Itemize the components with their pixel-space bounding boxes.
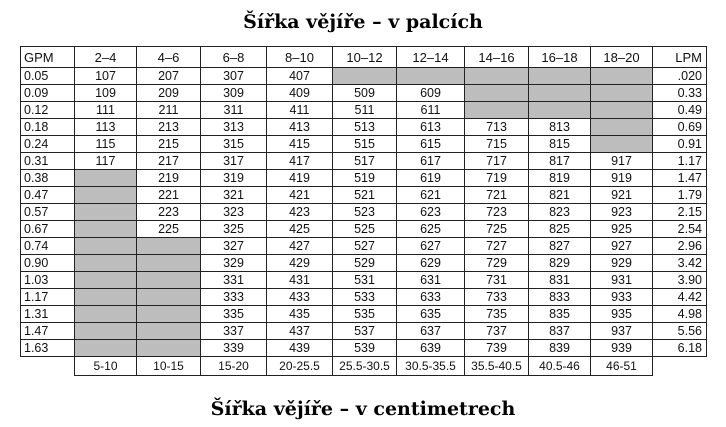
nozzle-code-cell: 735: [465, 306, 529, 323]
gpm-value: 0.57: [21, 204, 75, 221]
header-inch-range: 6–8: [201, 47, 267, 68]
unavailable-cell: [75, 289, 137, 306]
nozzle-code-cell: 411: [267, 102, 333, 119]
gpm-value: 1.03: [21, 272, 75, 289]
table-row: [21, 306, 707, 323]
nozzle-code-cell: 827: [529, 238, 591, 255]
nozzle-code-cell: 629: [397, 255, 465, 272]
nozzle-code-cell: 923: [591, 204, 653, 221]
nozzle-code-cell: 731: [465, 272, 529, 289]
nozzle-code-cell: 313: [201, 119, 267, 136]
title-centimeters: Šířka vějíře – v centimetrech: [210, 398, 516, 420]
footer-cm-range: 20-25.5: [267, 357, 333, 376]
table-row: [21, 85, 707, 102]
unavailable-cell: [529, 102, 591, 119]
nozzle-code-cell: 725: [465, 221, 529, 238]
nozzle-code-cell: 523: [333, 204, 397, 221]
unavailable-cell: [465, 85, 529, 102]
unavailable-cell: [75, 340, 137, 357]
nozzle-code-cell: 833: [529, 289, 591, 306]
nozzle-code-cell: 613: [397, 119, 465, 136]
nozzle-code-cell: 611: [397, 102, 465, 119]
nozzle-code-cell: 925: [591, 221, 653, 238]
nozzle-code-cell: 407: [267, 68, 333, 85]
nozzle-code-cell: 927: [591, 238, 653, 255]
nozzle-code-cell: 627: [397, 238, 465, 255]
nozzle-code-cell: 719: [465, 170, 529, 187]
nozzle-code-cell: 821: [529, 187, 591, 204]
unavailable-cell: [465, 68, 529, 85]
lpm-value: 3.90: [653, 272, 707, 289]
table-row: [21, 170, 707, 187]
gpm-value: 0.38: [21, 170, 75, 187]
lpm-value: 0.69: [653, 119, 707, 136]
header-inch-range: 18–20: [591, 47, 653, 68]
header-inch-range: 14–16: [465, 47, 529, 68]
nozzle-code-cell: 515: [333, 136, 397, 153]
nozzle-code-cell: 107: [75, 68, 137, 85]
nozzle-code-cell: 837: [529, 323, 591, 340]
gpm-value: 0.12: [21, 102, 75, 119]
unavailable-cell: [75, 272, 137, 289]
nozzle-code-cell: 437: [267, 323, 333, 340]
lpm-value: 0.33: [653, 85, 707, 102]
nozzle-code-cell: 729: [465, 255, 529, 272]
footer-cm-range: 15-20: [201, 357, 267, 376]
unavailable-cell: [591, 85, 653, 102]
nozzle-code-cell: 933: [591, 289, 653, 306]
lpm-value: 4.42: [653, 289, 707, 306]
footer-cm-range: 5-10: [75, 357, 137, 376]
gpm-value: 0.18: [21, 119, 75, 136]
footer-spacer: [653, 357, 707, 376]
nozzle-code-cell: 635: [397, 306, 465, 323]
unavailable-cell: [465, 102, 529, 119]
nozzle-code-cell: 721: [465, 187, 529, 204]
nozzle-code-cell: 823: [529, 204, 591, 221]
table-row: [21, 323, 707, 340]
nozzle-code-cell: 625: [397, 221, 465, 238]
nozzle-code-cell: 431: [267, 272, 333, 289]
unavailable-cell: [75, 204, 137, 221]
nozzle-code-cell: 815: [529, 136, 591, 153]
unavailable-cell: [591, 136, 653, 153]
nozzle-code-cell: 307: [201, 68, 267, 85]
nozzle-code-cell: 527: [333, 238, 397, 255]
nozzle-code-cell: 331: [201, 272, 267, 289]
table-row: [21, 272, 707, 289]
unavailable-cell: [75, 221, 137, 238]
lpm-value: 2.54: [653, 221, 707, 238]
nozzle-code-cell: 439: [267, 340, 333, 357]
nozzle-code-cell: 631: [397, 272, 465, 289]
nozzle-code-cell: 323: [201, 204, 267, 221]
nozzle-code-cell: 831: [529, 272, 591, 289]
unavailable-cell: [137, 306, 201, 323]
nozzle-code-cell: 531: [333, 272, 397, 289]
footer-cm-range: 46-51: [591, 357, 653, 376]
lpm-value: 2.96: [653, 238, 707, 255]
unavailable-cell: [137, 340, 201, 357]
nozzle-code-cell: 111: [75, 102, 137, 119]
footer-row: [21, 357, 707, 376]
header-gpm: GPM: [21, 47, 75, 68]
table-row: [21, 102, 707, 119]
nozzle-code-cell: 519: [333, 170, 397, 187]
table-row: [21, 136, 707, 153]
nozzle-code-cell: 109: [75, 85, 137, 102]
nozzle-code-cell: 511: [333, 102, 397, 119]
nozzle-code-cell: 417: [267, 153, 333, 170]
unavailable-cell: [591, 102, 653, 119]
nozzle-code-cell: 919: [591, 170, 653, 187]
nozzle-code-cell: 209: [137, 85, 201, 102]
nozzle-code-cell: 325: [201, 221, 267, 238]
lpm-value: 2.15: [653, 204, 707, 221]
lpm-value: 4.98: [653, 306, 707, 323]
nozzle-code-cell: 317: [201, 153, 267, 170]
nozzle-code-cell: 315: [201, 136, 267, 153]
footer-cm-range: 35.5-40.5: [465, 357, 529, 376]
nozzle-code-cell: 419: [267, 170, 333, 187]
lpm-value: 1.17: [653, 153, 707, 170]
nozzle-code-cell: 929: [591, 255, 653, 272]
header-inch-range: 12–14: [397, 47, 465, 68]
footer-spacer: [21, 357, 75, 376]
nozzle-code-cell: 829: [529, 255, 591, 272]
gpm-value: 1.31: [21, 306, 75, 323]
nozzle-code-cell: 339: [201, 340, 267, 357]
unavailable-cell: [75, 238, 137, 255]
nozzle-code-cell: 321: [201, 187, 267, 204]
nozzle-code-cell: 423: [267, 204, 333, 221]
nozzle-code-cell: 219: [137, 170, 201, 187]
table-row: [21, 221, 707, 238]
nozzle-code-cell: 615: [397, 136, 465, 153]
table-row: [21, 68, 707, 85]
nozzle-code-cell: 633: [397, 289, 465, 306]
nozzle-code-cell: 223: [137, 204, 201, 221]
header-inch-range: 4–6: [137, 47, 201, 68]
nozzle-code-cell: 617: [397, 153, 465, 170]
nozzle-code-cell: 537: [333, 323, 397, 340]
lpm-value: 3.42: [653, 255, 707, 272]
unavailable-cell: [529, 68, 591, 85]
nozzle-code-cell: 529: [333, 255, 397, 272]
nozzle-code-cell: 225: [137, 221, 201, 238]
unavailable-cell: [397, 68, 465, 85]
nozzle-code-cell: 813: [529, 119, 591, 136]
unavailable-cell: [75, 255, 137, 272]
nozzle-code-cell: 715: [465, 136, 529, 153]
gpm-value: 0.67: [21, 221, 75, 238]
nozzle-code-cell: 839: [529, 340, 591, 357]
table-row: [21, 204, 707, 221]
nozzle-table: [20, 46, 707, 376]
nozzle-code-cell: 309: [201, 85, 267, 102]
nozzle-code-cell: 113: [75, 119, 137, 136]
nozzle-code-cell: 327: [201, 238, 267, 255]
nozzle-code-cell: 937: [591, 323, 653, 340]
nozzle-code-cell: 333: [201, 289, 267, 306]
nozzle-code-cell: 319: [201, 170, 267, 187]
gpm-value: 0.47: [21, 187, 75, 204]
gpm-value: 0.90: [21, 255, 75, 272]
nozzle-code-cell: 311: [201, 102, 267, 119]
nozzle-code-cell: 211: [137, 102, 201, 119]
nozzle-code-cell: 525: [333, 221, 397, 238]
nozzle-code-cell: 413: [267, 119, 333, 136]
unavailable-cell: [75, 323, 137, 340]
nozzle-code-cell: 521: [333, 187, 397, 204]
nozzle-code-cell: 513: [333, 119, 397, 136]
table-row: [21, 289, 707, 306]
nozzle-code-cell: 539: [333, 340, 397, 357]
gpm-value: 1.17: [21, 289, 75, 306]
nozzle-code-cell: 213: [137, 119, 201, 136]
nozzle-code-cell: 509: [333, 85, 397, 102]
table-row: [21, 238, 707, 255]
nozzle-code-cell: 415: [267, 136, 333, 153]
nozzle-code-cell: 621: [397, 187, 465, 204]
unavailable-cell: [75, 170, 137, 187]
lpm-value: .020: [653, 68, 707, 85]
unavailable-cell: [137, 289, 201, 306]
nozzle-code-cell: 835: [529, 306, 591, 323]
title-inches: Šířka vějíře – v palcích: [243, 11, 483, 33]
header-inch-range: 10–12: [333, 47, 397, 68]
header-inch-range: 16–18: [529, 47, 591, 68]
nozzle-code-cell: 221: [137, 187, 201, 204]
nozzle-code-cell: 337: [201, 323, 267, 340]
header-inch-range: 2–4: [75, 47, 137, 68]
table-row: [21, 119, 707, 136]
unavailable-cell: [75, 306, 137, 323]
lpm-value: 0.91: [653, 136, 707, 153]
unavailable-cell: [333, 68, 397, 85]
unavailable-cell: [137, 323, 201, 340]
nozzle-code-cell: 939: [591, 340, 653, 357]
lpm-value: 6.18: [653, 340, 707, 357]
nozzle-code-cell: 619: [397, 170, 465, 187]
unavailable-cell: [137, 272, 201, 289]
nozzle-code-cell: 217: [137, 153, 201, 170]
footer-cm-range: 10-15: [137, 357, 201, 376]
nozzle-code-cell: 737: [465, 323, 529, 340]
nozzle-code-cell: 435: [267, 306, 333, 323]
nozzle-code-cell: 115: [75, 136, 137, 153]
nozzle-code-cell: 517: [333, 153, 397, 170]
nozzle-code-cell: 817: [529, 153, 591, 170]
unavailable-cell: [137, 238, 201, 255]
gpm-value: 0.24: [21, 136, 75, 153]
unavailable-cell: [137, 255, 201, 272]
nozzle-code-cell: 215: [137, 136, 201, 153]
nozzle-code-cell: 533: [333, 289, 397, 306]
unavailable-cell: [529, 85, 591, 102]
unavailable-cell: [591, 68, 653, 85]
footer-cm-range: 40.5-46: [529, 357, 591, 376]
lpm-value: 1.47: [653, 170, 707, 187]
nozzle-code-cell: 931: [591, 272, 653, 289]
nozzle-code-cell: 207: [137, 68, 201, 85]
nozzle-code-cell: 917: [591, 153, 653, 170]
nozzle-code-cell: 723: [465, 204, 529, 221]
nozzle-code-cell: 637: [397, 323, 465, 340]
nozzle-code-cell: 335: [201, 306, 267, 323]
nozzle-code-cell: 609: [397, 85, 465, 102]
gpm-value: 0.31: [21, 153, 75, 170]
unavailable-cell: [75, 187, 137, 204]
gpm-value: 0.05: [21, 68, 75, 85]
table-row: [21, 187, 707, 204]
gpm-value: 0.09: [21, 85, 75, 102]
gpm-value: 0.74: [21, 238, 75, 255]
header-inch-range: 8–10: [267, 47, 333, 68]
table-row: [21, 340, 707, 357]
nozzle-code-cell: 825: [529, 221, 591, 238]
nozzle-code-cell: 935: [591, 306, 653, 323]
unavailable-cell: [591, 119, 653, 136]
nozzle-code-cell: 535: [333, 306, 397, 323]
footer-cm-range: 25.5-30.5: [333, 357, 397, 376]
nozzle-code-cell: 819: [529, 170, 591, 187]
nozzle-code-cell: 409: [267, 85, 333, 102]
gpm-value: 1.63: [21, 340, 75, 357]
table-row: [21, 255, 707, 272]
nozzle-code-cell: 717: [465, 153, 529, 170]
nozzle-code-cell: 425: [267, 221, 333, 238]
nozzle-code-cell: 921: [591, 187, 653, 204]
table-row: [21, 153, 707, 170]
nozzle-code-cell: 733: [465, 289, 529, 306]
nozzle-code-cell: 713: [465, 119, 529, 136]
nozzle-code-cell: 117: [75, 153, 137, 170]
nozzle-code-cell: 433: [267, 289, 333, 306]
gpm-value: 1.47: [21, 323, 75, 340]
nozzle-code-cell: 739: [465, 340, 529, 357]
nozzle-code-cell: 329: [201, 255, 267, 272]
nozzle-code-cell: 727: [465, 238, 529, 255]
nozzle-code-cell: 427: [267, 238, 333, 255]
lpm-value: 0.49: [653, 102, 707, 119]
nozzle-code-cell: 421: [267, 187, 333, 204]
header-row: [21, 47, 707, 68]
nozzle-code-cell: 623: [397, 204, 465, 221]
lpm-value: 5.56: [653, 323, 707, 340]
lpm-value: 1.79: [653, 187, 707, 204]
nozzle-code-cell: 429: [267, 255, 333, 272]
nozzle-code-cell: 639: [397, 340, 465, 357]
header-lpm: LPM: [653, 47, 707, 68]
footer-cm-range: 30.5-35.5: [397, 357, 465, 376]
